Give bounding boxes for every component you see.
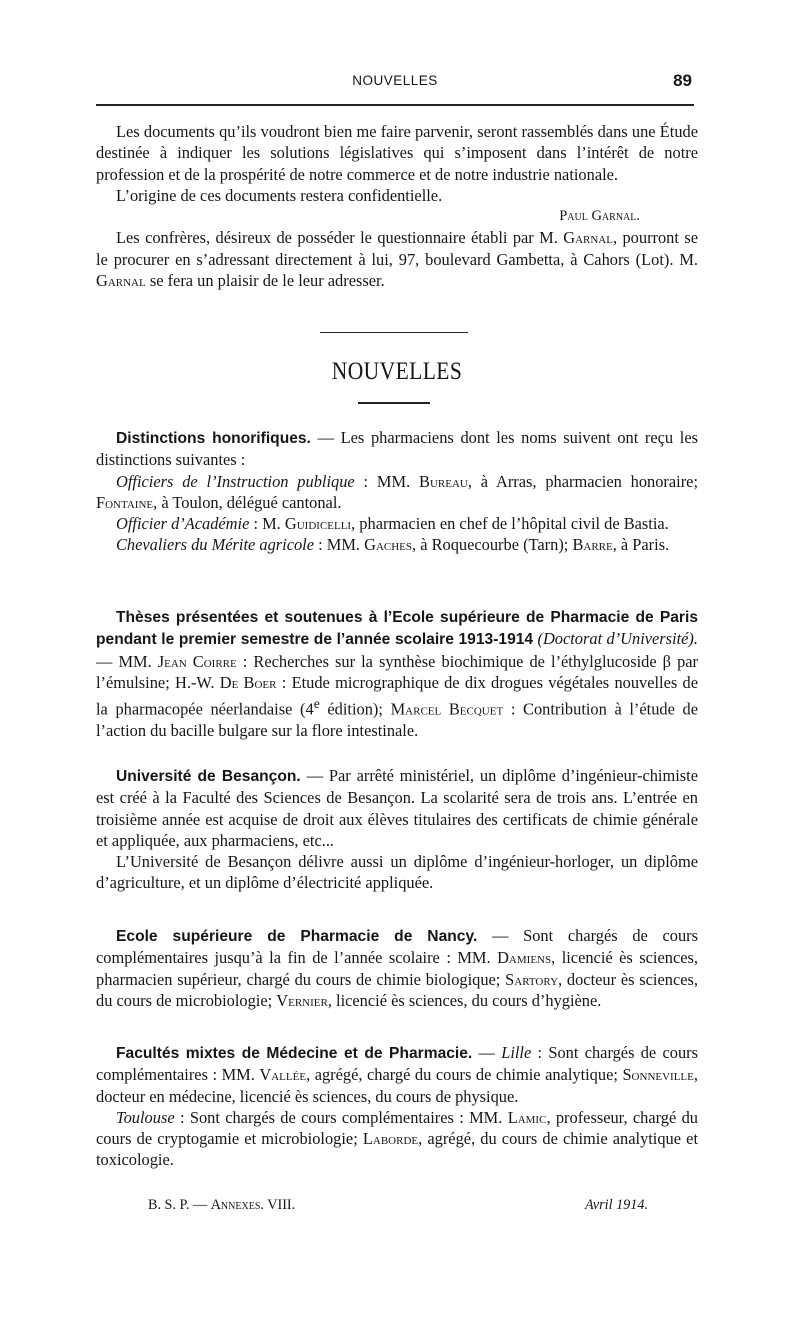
signature: Paul Garnal. [559, 208, 640, 225]
distinctions-paragraph: Distinctions honorifiques. — Les pharmaciens dont les noms suivent ont reçu les distinctions suivantes : [96, 428, 699, 470]
besancon-block [96, 765, 698, 894]
section-title: NOUVELLES [331, 358, 463, 385]
theses-heading: Thèses présentées et soutenues à l’Ecole supérieure de Pharmacie de Paris pendant le premier semestre de l’année scolaire 1913-1914 [96, 609, 698, 649]
facultes-paragraph-2: Toulouse : Sont chargés de cours complémentaires : MM. Lamic, professeur, chargé du cours de cryptogamie et microbiologie; Laborde, agrégé, du cours de chimie analytique et toxicologie. [96, 1107, 699, 1170]
distinction-line-1: Officiers de l’Instruction publique : MM. Bureau, à Arras, pharmacien honoraire; Fontaine, à Toulon, délégué cantonal. [96, 471, 698, 512]
header-rule [96, 104, 694, 106]
besancon-heading: Université de Besançon. [116, 768, 301, 785]
author-name: Garnal [563, 228, 613, 248]
facultes-paragraph-1: Facultés mixtes de Médecine et de Pharmacie. — Lille : Sont chargés de cours complémentaires : MM. Vallée, agrégé, chargé du cours de chimie analytique; Sonneville, docteur en médecine, licencié ès sciences, du cours de physique. [96, 1043, 698, 1106]
running-header [96, 73, 694, 93]
nancy-block [96, 925, 698, 1011]
nancy-heading: Ecole supérieure de Pharmacie de Nancy. [116, 928, 478, 945]
intro-paragraph-3: Les confrères, désireux de posséder le questionnaire établi par M. Garnal, pourront se le procurer en s’adressant directement à lui, 97, boulevard Gambetta, à Cahors (Lot). M. Garnal se fera un plaisir de le leur adresser. [96, 228, 698, 291]
intro-block [96, 121, 698, 291]
intro-paragraph-1: Les documents qu’ils voudront bien me faire parvenir, seront rassemblés dans une Étude destinée à indiquer les solutions législatives qui s’imposent dans l’intérêt de notre profession et de la prospérité de notre commerce et de notre industrie nationale. [96, 122, 698, 184]
distinction-line-2: Officier d’Académie : M. Guidicelli, pharmacien en chef de l’hôpital civil de Bastia. [116, 514, 669, 534]
besancon-paragraph-1: Université de Besançon. — Par arrêté ministériel, un diplôme d’ingénieur-chimiste est créé à la Faculté des Sciences de Besançon. La scolarité sera de trois ans. L’entrée en troisième année est acquise de droit aux élèves titulaires des certificats de chimie générale et appliquée, aux pharmaciens, etc... [96, 766, 698, 850]
distinction-line-3: Chevaliers du Mérite agricole : MM. Gaches, à Roquecourbe (Tarn); Barre, à Paris. [116, 535, 670, 555]
facultes-heading: Facultés mixtes de Médecine et de Pharmacie. [116, 1045, 473, 1062]
title-underline [358, 402, 430, 404]
distinctions-block [96, 427, 698, 556]
page-number: 89 [673, 71, 692, 90]
theses-block [96, 606, 698, 741]
besancon-paragraph-2: L’Université de Besançon délivre aussi un diplôme d’ingénieur-horloger, un diplôme d’agriculture, et un diplôme d’électricité appliquée. [96, 852, 698, 893]
running-head: NOUVELLES [352, 73, 438, 88]
footer-date: Avril 1914. [584, 1197, 648, 1213]
facultes-block [96, 1042, 698, 1171]
footer-reference: B. S. P. — Annexes. VIII. [148, 1197, 296, 1213]
intro-paragraph-2: L’origine de ces documents restera confidentielle. [116, 185, 443, 205]
theses-paragraph: Thèses présentées et soutenues à l’Ecole supérieure de Pharmacie de Paris pendant le premier semestre de l’année scolaire 1913-1914 (Doctorat d’Université). — MM. Jean Coirre : Recherches sur la synthèse biochimique de l’éthylglucoside β par l’émulsine; H.-W. De Boer : Etude micrographique de dix drogues végétales nouvelles de la pharmacopée néerlandaise (4e édition); Marcel Becquet : Contribution à l’étude de l’action du bacille bulgare sur la flore intestinale. [96, 609, 699, 740]
separator-rule [320, 332, 468, 333]
nancy-paragraph: Ecole supérieure de Pharmacie de Nancy. — Sont chargés de cours complémentaires jusqu’à la fin de l’année scolaire : MM. Damiens, licencié ès sciences, pharmacien supérieur, chargé du cours de chimie biologique; Sartory, docteur ès sciences, du cours de microbiologie; Vernier, licencié ès sciences, du cours d’hygiène. [96, 926, 698, 1010]
author-name: Garnal [96, 271, 146, 291]
distinctions-heading: Distinctions honorifiques. [116, 430, 311, 447]
